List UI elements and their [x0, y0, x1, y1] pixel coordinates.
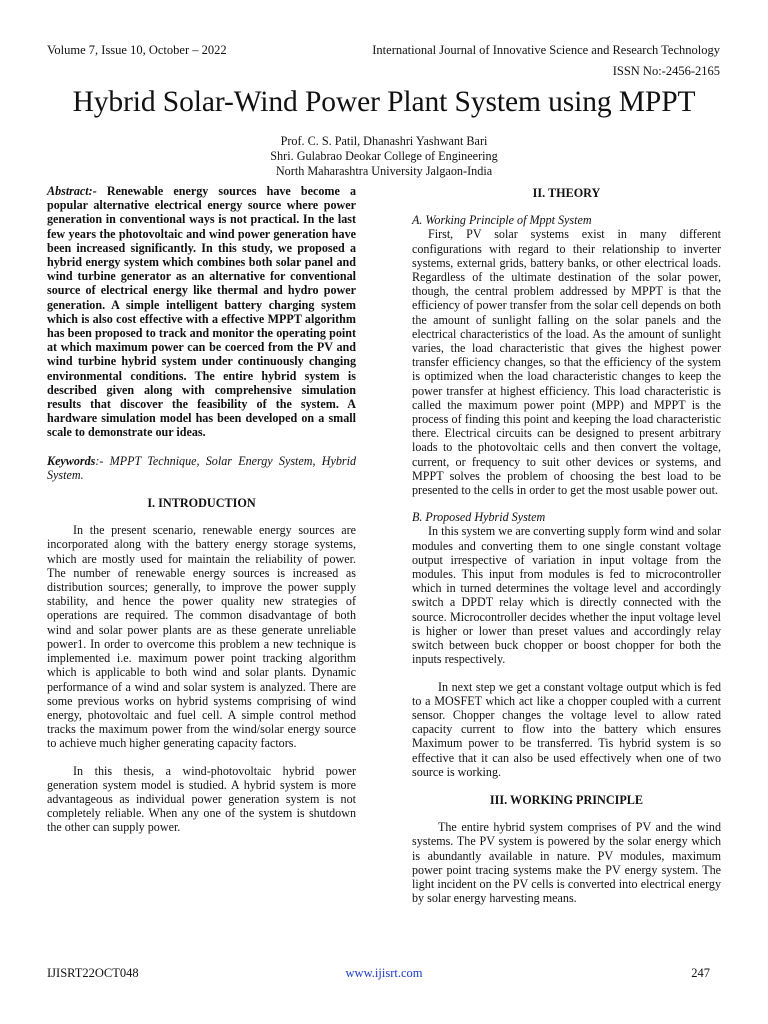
abstract-label: Abstract:- [47, 184, 97, 198]
author-block [0, 134, 768, 179]
introduction-paragraph-1: In the present scenario, renewable energy sources are incorporated along with the battery energy storage systems, which are mostly used for maintain the reliability of power. The number of renewable energy sources is increased as distribution sources; generally, to improve the power supply stability, and hence the power quality new strategies of operations are required. The common disadvantage of both wind and solar power plants are as these generate unreliable power1. In order to overcome this problem a new technique is implemented i.e. maximum power point tracking algorithm which is applicable to both wind and solar plants. Dynamic performance of a wind and solar system is analyzed. There are some previous works on hybrid systems comprising of wind energy, photovoltaic and fuel cell. A simple control method tracks the maximum power from the wind/solar energy source to achieve much higher generating capacity factors. [47, 523, 356, 751]
theory-paragraph-a: First, PV solar systems exist in many different configurations with regard to their relationship to inverter systems, external grids, battery banks, or other electrical loads. Regardless of the ultimate destination of the solar power, though, the central problem addressed by MPPT is that the efficiency of power transfer from the solar cell depends on both the amount of sunlight falling on the solar panels and the electrical characteristics of the load. As the amount of sunlight varies, the load characteristic that gives the highest power transfer efficiency changes, so that the efficiency of the system is optimized when the load characteristic changes to keep the power transfer at highest efficiency. This load characteristic is called the maximum power point (MPP) and MPPT is the process of finding this point and keeping the load characteristic there. Electrical circuits can be designed to present arbitrary loads to the photovoltaic cells and then convert the voltage, current, or frequency to suit other devices or systems, and MPPT solves the problem of choosing the best load to be presented to the cells in order to get the most usable power out. [412, 227, 721, 498]
subheading-working-principle-mppt: A. Working Principle of Mppt System [412, 213, 592, 228]
left-column [47, 184, 356, 835]
section-heading-theory: II. THEORY [532, 186, 601, 200]
issn: ISSN No:-2456-2165 [612, 64, 720, 78]
affiliation-university: North Maharashtra University Jalgaon-India [275, 164, 493, 178]
right-column [412, 184, 721, 905]
subheading-proposed-hybrid-system: B. Proposed Hybrid System [412, 510, 546, 525]
paper-code: IJISRT22OCT048 [47, 966, 139, 980]
keywords [47, 454, 356, 482]
paper-title: Hybrid Solar-Wind Power Plant System using MPPT [72, 86, 696, 118]
journal-name: International Journal of Innovative Science and Research Technology [372, 43, 720, 57]
section-heading-introduction: I. INTRODUCTION [147, 496, 256, 511]
authors: Prof. C. S. Patil, Dhanashri Yashwant Bari [280, 134, 488, 148]
abstract-text: Renewable energy sources have become a popular alternative electrical energy source where power generation in conventional ways is not practical. In the last few years the photovoltaic and wind power generation have been increased significantly. In this study, we proposed a hybrid energy system which combines both solar panel and wind turbine generator as an alternative for conventional source of electrical energy like thermal and hydro power generation. A simple intelligent battery charging system which is also cost effective with a effective MPPT algorithm has been proposed to track and monitor the operating point at which maximum power can be coerced from the PV and wind turbine hybrid system under continuously changing environmental conditions. The entire hybrid system is described given along with comprehensive simulation results that discover the feasibility of the system. A hardware simulation model has been developed on a small scale to demonstrate our ideas. [47, 184, 356, 440]
keywords-text: :- MPPT Technique, Solar Energy System, Hybrid System. [47, 453, 356, 482]
working-paragraph-1: The entire hybrid system comprises of PV and the wind systems. The PV system is powered by the solar energy which is abundantly available in nature. PV modules, maximum power point tracing systems make the PV energy system. The light incident on the PV cells is converted into electrical energy by solar energy harvesting means. [412, 820, 721, 906]
section-heading-working-principle: III. WORKING PRINCIPLE [489, 792, 644, 807]
theory-paragraph-b1: In this system we are converting supply form wind and solar modules and converting them to one single constant voltage output irrespective of variation in input voltage from the modules. This input from modules is fed to microcontroller which in turned determines the voltage level and accordingly switch a DPDT relay which is directly connected with the source. Microcontroller decides whether the input voltage level is higher or lower than preset values and accordingly relay switch between buck chopper or boost chopper for both the inputs respectively. [412, 524, 721, 667]
affiliation-college: Shri. Gulabrao Deokar College of Engineering [270, 149, 498, 163]
keywords-label: Keywords [47, 453, 96, 468]
journal-volume: Volume 7, Issue 10, October – 2022 [47, 43, 227, 57]
theory-paragraph-b2: In next step we get a constant voltage output which is fed to a MOSFET which act like a chopper coupled with a current sensor. Chopper changes the voltage level to allow rated capacity current to flow into the battery which ensures Maximum power to be transferred. Tis hybrid system is so effective that it can also be used effectively when one of two source is working. [412, 679, 721, 779]
abstract [47, 184, 356, 440]
introduction-paragraph-2: In this thesis, a wind-photovoltaic hybrid power generation system model is studied. A hybrid system is more advantageous as individual power generation system is not completely reliable. When any one of the system is shutdown the other can supply power. [47, 763, 356, 835]
page-number: 247 [691, 966, 710, 980]
journal-website-link[interactable]: www.ijisrt.com [345, 966, 423, 980]
